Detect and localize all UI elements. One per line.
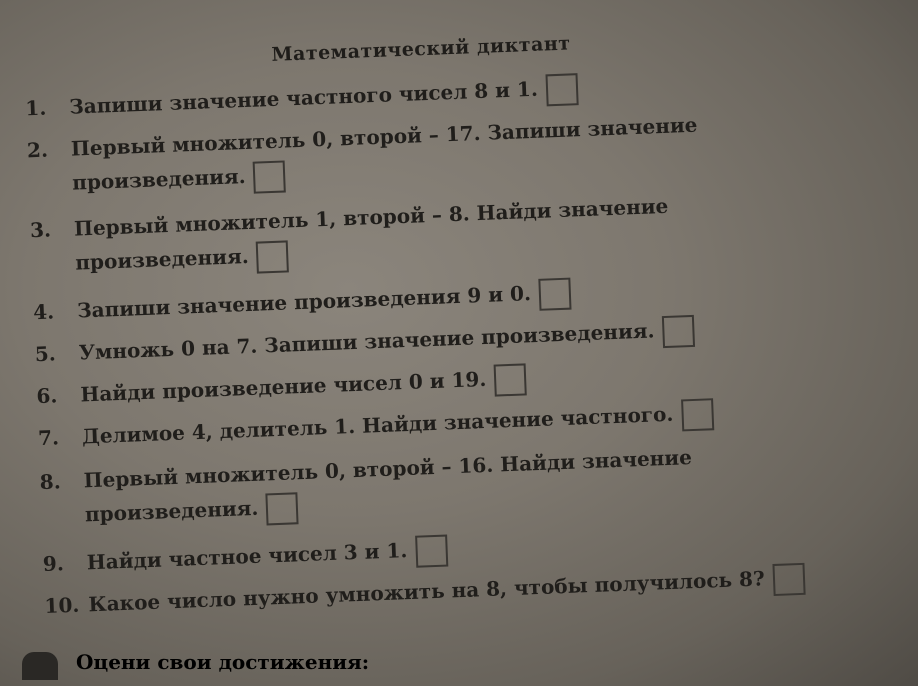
task-number: 2. [26,137,49,163]
task-9 [42,532,448,582]
task-number: 1. [24,95,47,121]
task-number: 4. [32,299,55,325]
task-text: Какое число нужно умножить на 8, чтобы получилось 8? [88,566,766,617]
task-text: Первый множитель 0, второй – 16. Найди значение [83,445,693,493]
answer-box[interactable] [772,562,805,595]
task-number: 5. [34,341,57,367]
task-8 [39,440,694,533]
answer-box[interactable] [545,73,578,106]
page-title: Математический диктант [271,32,571,66]
footer-caption: Оцени свои достижения: [76,650,370,674]
worksheet [8,0,918,686]
task-text: Запиши значение произведения 9 и 0. [76,281,532,323]
task-text-continued: произведения. [84,495,259,527]
task-text-continued: произведения. [74,243,250,275]
answer-box[interactable] [266,492,299,525]
answer-box[interactable] [681,398,714,431]
task-text: Найди частное чисел 3 и 1. [86,538,408,575]
answer-box[interactable] [415,534,448,567]
task-number: 6. [36,383,58,409]
answer-box[interactable] [494,363,527,396]
answer-box[interactable] [256,240,289,273]
answer-box[interactable] [662,314,695,347]
task-text: Найди произведение чисел 0 и 19. [79,366,487,407]
answer-box[interactable] [253,160,286,193]
task-number: 9. [42,551,65,577]
task-number: 3. [29,217,52,243]
achievement-icon [22,652,58,680]
task-text: Первый множитель 0, второй – 17. Запиши значение [70,112,698,161]
task-number: 10. [44,592,80,619]
task-number: 7. [37,425,60,451]
task-text: Умножь 0 на 7. Запиши значение произведения. [78,318,655,365]
task-text: Делимое 4, делитель 1. Найди значение частного. [81,401,674,449]
task-3 [29,189,670,282]
task-text: Запиши значение частного чисел 8 и 1. [68,76,539,119]
task-number: 8. [39,469,62,495]
task-text-continued: произведения. [71,164,247,195]
answer-box[interactable] [538,277,571,310]
task-text: Первый множитель 1, второй – 8. Найди значение [73,193,669,241]
